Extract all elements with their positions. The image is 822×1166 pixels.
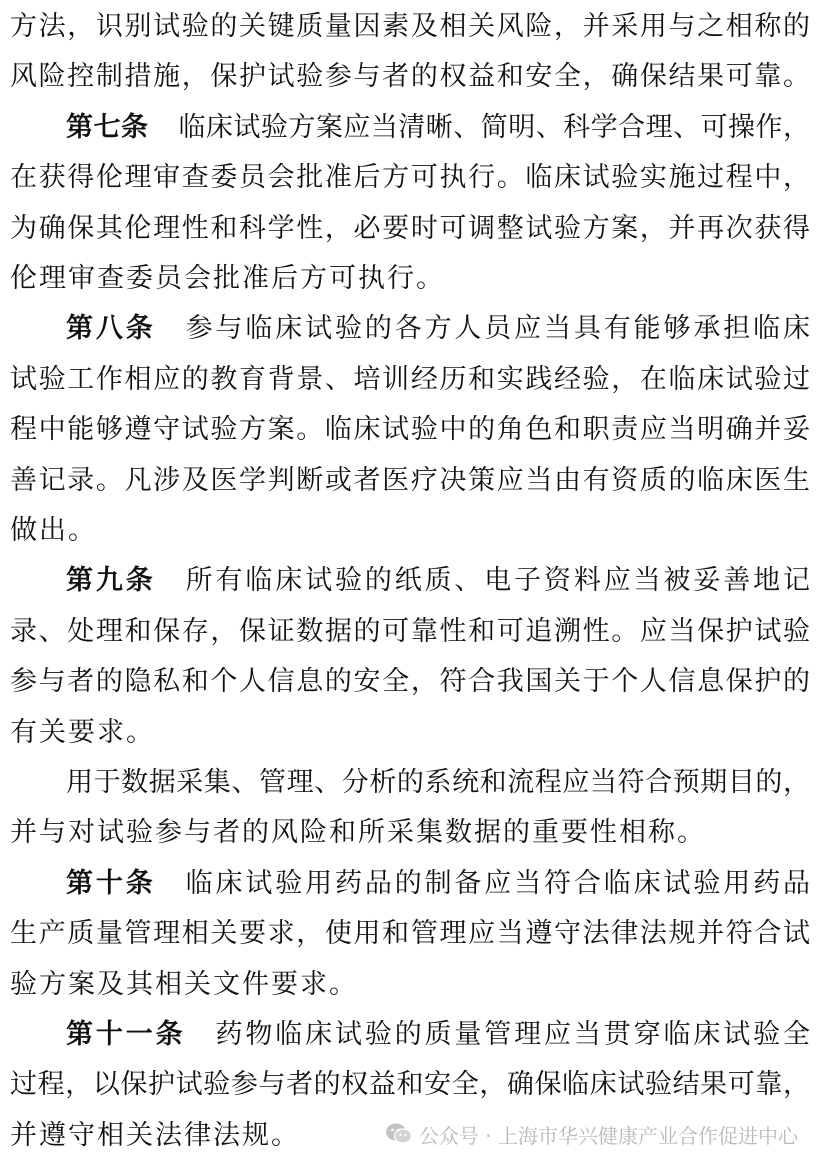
line-22: 过程，以保护试验参与者的权益和安全，确保临床试验结果可靠，: [10, 1069, 810, 1101]
line-23: [10, 1109, 300, 1162]
watermark: [385, 1119, 798, 1149]
article-8-line-1: 第八条 参与临床试验的各方人员应当具有能够承担临床: [66, 313, 810, 345]
watermark-text: 公众号 · 上海市华兴健康产业合作促进中心: [418, 1123, 798, 1148]
line-1: 方法，识别试验的关键质量因素及相关风险，并采用与之相称的: [10, 11, 810, 42]
article-7-heading: 第七条: [66, 111, 149, 143]
wechat-icon: [385, 1122, 413, 1146]
line-9: 程中能够遵守试验方案。临床试验中的角色和职责应当明确并妥: [10, 414, 810, 446]
line-15: 有关要求。: [10, 716, 155, 748]
article-10-heading: 第十条: [66, 867, 156, 899]
article-10-line-1: 第十条 临床试验用药品的制备应当符合临床试验用药品: [66, 867, 810, 899]
article-11-heading: 第十一条: [66, 1019, 186, 1050]
line-17: 并与对试验参与者的风险和所采集数据的重要性相称。: [10, 817, 706, 849]
line-6: 伦理审查委员会批准后方可执行。: [10, 263, 445, 294]
article-7-line-1: 第七条 临床试验方案应当清晰、简明、科学合理、可操作，: [66, 111, 811, 143]
paragraph-data-systems-line-1: 用于数据采集、管理、分析的系统和流程应当符合预期目的，: [66, 767, 810, 798]
line-20: 验方案及其相关文件要求。: [10, 968, 358, 1000]
line-13: 录、处理和保存，保证数据的可靠性和可追溯性。应当保护试验: [10, 615, 810, 647]
line-10: 善记录。凡涉及医学判断或者医疗决策应当由有资质的临床医生: [10, 464, 810, 496]
article-8-heading: 第八条: [66, 313, 156, 345]
article-9-heading: 第九条: [66, 565, 156, 597]
line-5: 为确保其伦理性和科学性，必要时可调整试验方案，并再次获得: [10, 212, 810, 244]
line-14: 参与者的隐私和个人信息的安全，符合我国关于个人信息保护的: [10, 666, 810, 698]
line-19: 生产质量管理相关要求，使用和管理应当遵守法律法规并符合试: [10, 918, 810, 950]
line-2: 风险控制措施，保护试验参与者的权益和安全，确保结果可靠。: [10, 61, 810, 93]
article-9-line-1: 第九条 所有临床试验的纸质、电子资料应当被妥善地记: [66, 565, 810, 597]
line-11: 做出。: [10, 515, 97, 546]
line-23-text: 并遵守相关法律法规。: [10, 1119, 300, 1151]
line-4: 在获得伦理审查委员会批准后方可执行。临床试验实施过程中，: [10, 162, 810, 194]
article-11-line-1: 第十一条 药物临床试验的质量管理应当贯穿临床试验全: [66, 1019, 811, 1050]
line-8: 试验工作相应的教育背景、培训经历和实践经验，在临床试验过: [10, 363, 810, 395]
